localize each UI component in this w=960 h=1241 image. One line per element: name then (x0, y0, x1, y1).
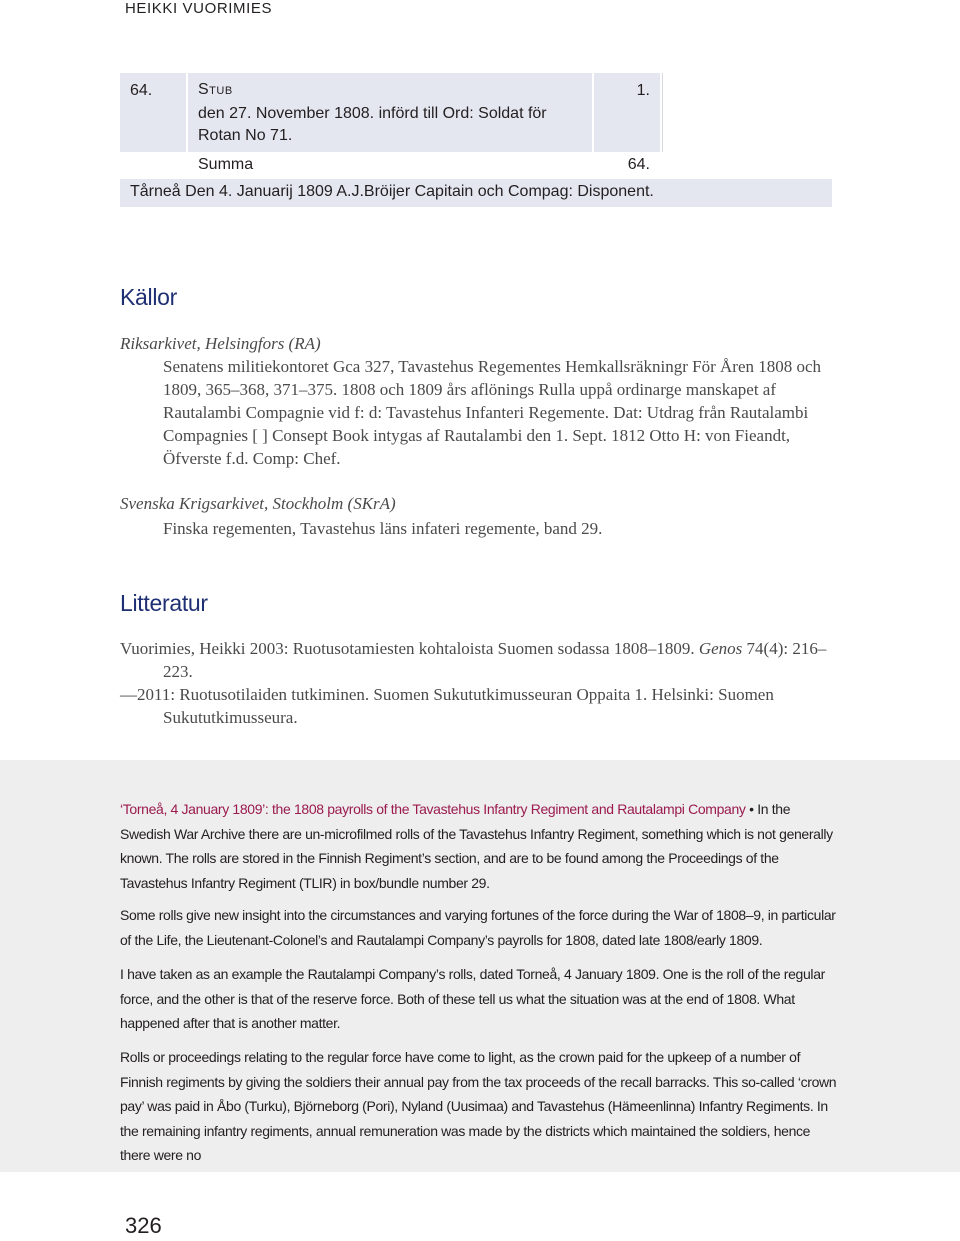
summa-row (188, 154, 660, 177)
bullet: • (749, 801, 754, 817)
row-number-cell (120, 73, 186, 152)
soldier-name: Stub (198, 81, 233, 98)
row-description-cell (188, 73, 592, 152)
source-body: Senatens militiekontoret Gca 327, Tavastehus Regementes Hemkallsräkningr För Åren 1808 och 1809, 365–368, 371–375. 1808 och 1809 års aflönings Rulla uppå ordinarge manskapet af Rautalambi Compagnie vid f: d: Tavastehus Infanteri Regemente. Dat: Utdrag från Rautalambi Compagnies [ ] Consept Book intygas af Rautalambi den 1. Sept. 1812 Otto H: von Fieandt, Öfverste f.d. Comp: Chef. (163, 357, 822, 468)
source-title: Riksarkivet, Helsingfors (RA) (120, 334, 321, 353)
literature-reference: —2011: Ruotusotilaiden tutkiminen. Suomen Sukututkimusseuran Oppaita 1. Helsinki: Suomen Sukututkimusseura. (120, 685, 774, 727)
table-footer (120, 179, 832, 207)
literature-reference (120, 637, 837, 683)
source-title: Svenska Krigsarkivet, Stockholm (SKrA) (120, 494, 396, 513)
reference-text: Vuorimies, Heikki 2003: Ruotusotamiesten kohtaloista Suomen sodassa 1808–1809. (120, 639, 695, 658)
summary-paragraph: I have taken as an example the Rautalampi Company’s rolls, dated Torneå, 4 January 1809. One is the roll of the regular force, and the other is that of the reserve force. Both of these tell us what the situation was at the end of 1808. What happened after that is another matter. (120, 966, 825, 1031)
summary-text: In the Swedish War Archive there are un-microfilmed rolls of the Tavastehus Infantry Regiment, something which is not generally known. The rolls are stored in the Finnish Regiment’s section, and are to be found among the Proceedings of the Tavastehus Infantry Regiment (TLIR) in box/bundle number 29. (120, 801, 833, 891)
row-quantity: 1. (636, 82, 650, 99)
page-number: 326 (125, 1213, 162, 1238)
running-head: HEIKKI VUORIMIES (125, 0, 273, 17)
summary-paragraph: Some rolls give new insight into the circumstances and varying fortunes of the force during the War of 1808–9, in particular of the Life, the Lieutenant-Colonel’s and Rautalampi Company’s payrolls for 1808, dated late 1808/early 1809. (120, 907, 836, 948)
row-description: den 27. November 1808. införd till Ord: Soldat för Rotan No 71. (198, 105, 547, 144)
row-quantity-cell (594, 73, 660, 152)
sources-heading: Källor (120, 284, 178, 310)
journal-title: Genos (698, 639, 743, 658)
empty-column (662, 73, 833, 152)
summa-value: 64. (627, 156, 650, 173)
table-row (120, 73, 832, 152)
summary-paragraph: Rolls or proceedings relating to the regular force have come to light, as the crown paid for the upkeep of a number of Finnish regiments by giving the soldiers their annual pay from the tax proceeds of the recall barracks. This so-called ‘crown pay’ was paid in Åbo (Turku), Björneborg (Pori), Nyland (Uusimaa) and Tavastehus (Hämeenlinna) Infantry Regiments. In the remaining infantry regiments, annual remuneration was made by the districts which maintained the soldiers, hence there were no (120, 1049, 837, 1163)
table-footer-text: Tårneå Den 4. Januarij 1809 A.J.Bröijer Capitain och Compag: Disponent. (130, 183, 654, 200)
row-number: 64. (130, 82, 153, 99)
reference-text: 74(4): 216–223. (163, 639, 827, 681)
summa-label: Summa (198, 156, 254, 173)
source-body: Finska regementen, Tavastehus läns infateri regemente, band 29. (163, 519, 603, 538)
summary-paragraph (120, 797, 837, 895)
summary-title: ‘Torneå, 4 January 1809’: the 1808 payrolls of the Tavastehus Infantry Regiment and Rautalampi Company (120, 801, 746, 817)
literature-heading: Litteratur (120, 590, 208, 616)
